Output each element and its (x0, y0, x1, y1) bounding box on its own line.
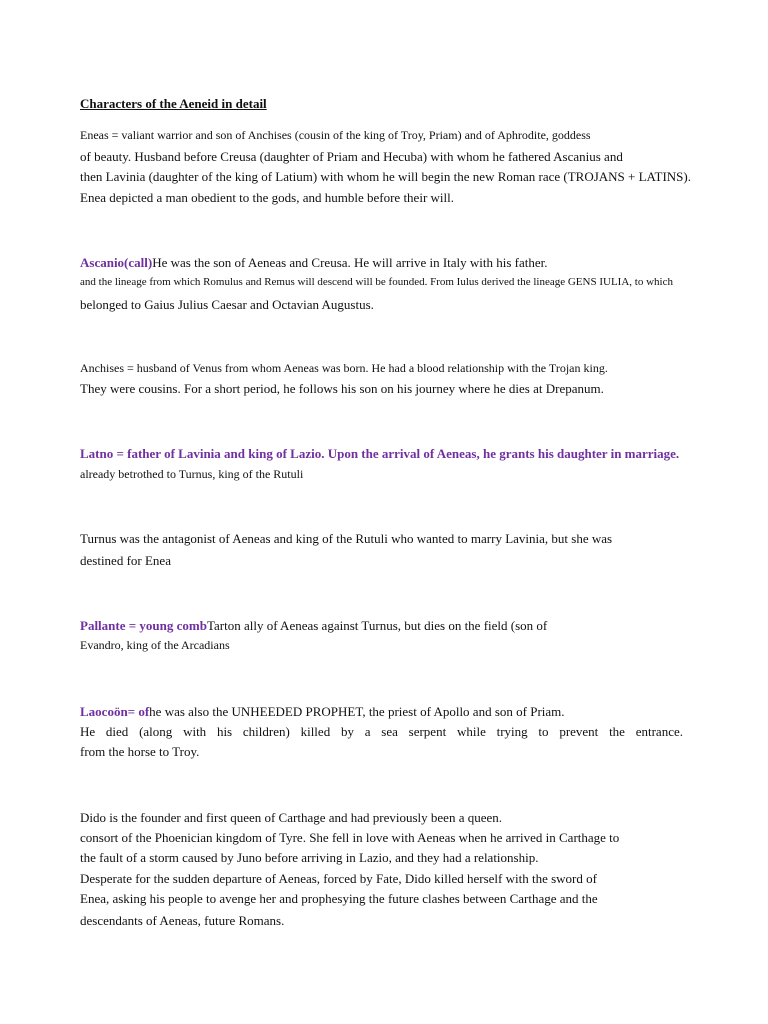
ascanio-label: Ascanio(call) (80, 255, 153, 270)
turnus-line-1: Turnus was the antagonist of Aeneas and king of the Rutuli who wanted to marry Lavinia, but she was (80, 531, 613, 546)
latno-line-2: already betrothed to Turnus, king of the Rutuli (80, 467, 304, 481)
eneas-line-3: then Lavinia (daughter of the king of Latium) with whom he will begin the new Roman race (TROJANS + LATINS). (80, 169, 691, 184)
laocoon-text: he was also the UNHEEDED PROPHET, the priest of Apollo and son of Priam. (149, 704, 565, 719)
dido-line-3: the fault of a storm caused by Juno before arriving in Lazio, and they had a relationship. (80, 850, 539, 865)
ascanio-line-1 (80, 256, 548, 269)
pallante-line-1 (80, 619, 547, 632)
eneas-line-4: Enea depicted a man obedient to the gods, and humble before their will. (80, 190, 454, 205)
turnus-line-2: destined for Enea (80, 553, 171, 568)
laocoon-line-2: He died (along with his children) killed by a sea serpent while trying to prevent the entrance. (80, 724, 683, 739)
pallante-text: Tarton ally of Aeneas against Turnus, but dies on the field (son of (206, 618, 548, 633)
ascanio-text: He was the son of Aeneas and Creusa. He will arrive in Italy with his father. (152, 255, 548, 270)
document-title: Characters of the Aeneid in detail (80, 96, 267, 111)
latno-line-1: Latno = father of Lavinia and king of Lazio. Upon the arrival of Aeneas, he grants his daughter in marriage. (80, 446, 680, 461)
dido-line-2: consort of the Phoenician kingdom of Tyre. She fell in love with Aeneas when he arrived in Carthage to (80, 830, 620, 845)
anchises-line-1: Anchises = husband of Venus from whom Aeneas was born. He had a blood relationship with the Trojan king. (80, 361, 608, 375)
laocoon-line-3: from the horse to Troy. (80, 744, 200, 759)
eneas-line-1: Eneas = valiant warrior and son of Anchises (cousin of the king of Troy, Priam) and of Aphrodite, goddess (80, 128, 591, 142)
laocoon-label: Laocoön= of (80, 704, 150, 719)
dido-line-4: Desperate for the sudden departure of Aeneas, forced by Fate, Dido killed herself with the sword of (80, 871, 597, 886)
ascanio-line-3: belonged to Gaius Julius Caesar and Octavian Augustus. (80, 297, 374, 312)
eneas-line-2: of beauty. Husband before Creusa (daughter of Priam and Hecuba) with whom he fathered Ascanius and (80, 149, 623, 164)
dido-line-6: descendants of Aeneas, future Romans. (80, 913, 285, 928)
ascanio-line-2: and the lineage from which Romulus and Remus will descend will be founded. From Iulus derived the lineage GENS IULIA, to which (80, 276, 673, 288)
dido-line-1: Dido is the founder and first queen of Carthage and had previously been a queen. (80, 810, 503, 825)
dido-line-5: Enea, asking his people to avenge her and prophesying the future clashes between Carthage and the (80, 891, 598, 906)
pallante-label: Pallante = young comb (80, 618, 207, 633)
laocoon-line-1 (80, 705, 565, 718)
pallante-line-2: Evandro, king of the Arcadians (80, 638, 230, 652)
anchises-line-2: They were cousins. For a short period, he follows his son on his journey where he dies at Drepanum. (80, 381, 604, 396)
